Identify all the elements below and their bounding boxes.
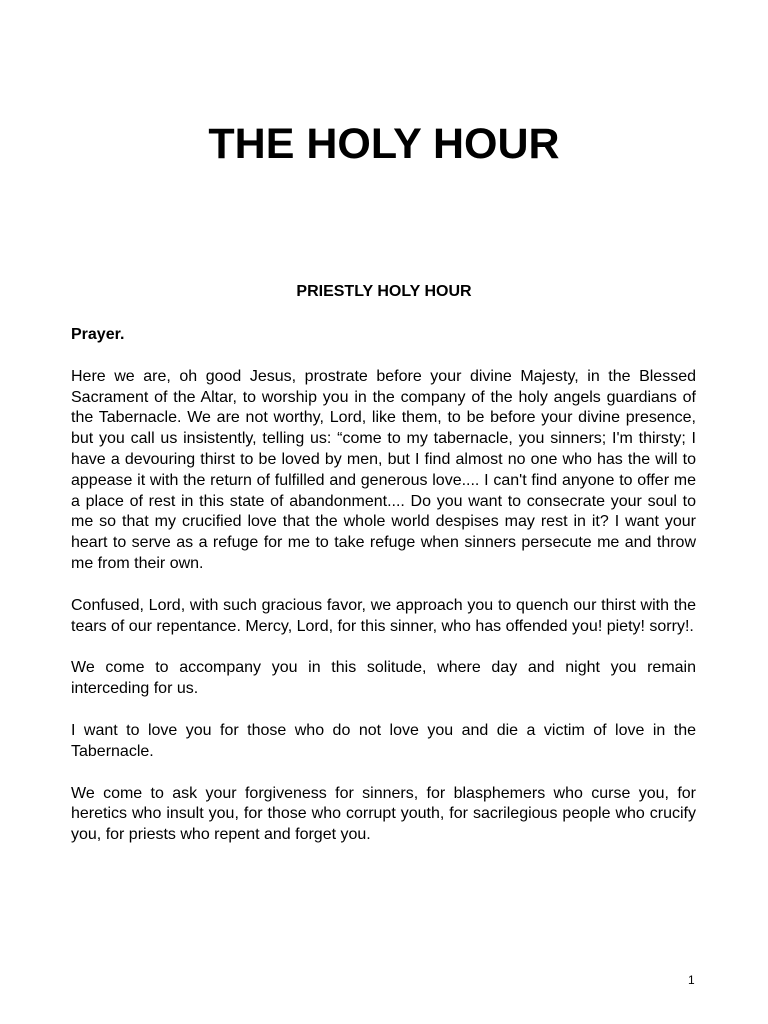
paragraph: We come to accompany you in this solitude, where day and night you remain interceding for us. <box>71 659 696 698</box>
prayer-label: Prayer. <box>71 326 125 343</box>
page-number: 1 <box>688 973 695 987</box>
section-heading: PRIESTLY HOLY HOUR <box>296 283 472 300</box>
body-text <box>71 325 696 867</box>
paragraph: We come to ask your forgiveness for sinners, for blasphemers who curse you, for heretics who insult you, for those who corrupt youth, for sacrilegious people who crucify you, for priests who repent and forget you. <box>71 784 696 844</box>
paragraph: Confused, Lord, with such gracious favor, we approach you to quench our thirst with the tears of our repentance. Mercy, Lord, for this sinner, who has offended you! piety! sorry!. <box>71 596 696 635</box>
paragraph: Here we are, oh good Jesus, prostrate before your divine Majesty, in the Blessed Sacrament of the Altar, to worship you in the company of the holy angels guardians of the Tabernacle. We are not worthy, Lord, like them, to be before your divine presence, but you call us insistently, telling us: “come to my tabernacle, you sinners; I'm thirsty; I have a devouring thirst to be loved by men, but I find almost no one who has the will to appease it with the return of fulfilled and generous love.... I can't find anyone to offer me a place of rest in this state of abandonment.... Do you want to consecrate your soul to me so that my crucified love that the whole world despises may rest in it? I want your heart to serve as a refuge for me to take refuge when sinners persecute me and throw me from their own. <box>71 367 696 572</box>
paragraph: I want to love you for those who do not love you and die a victim of love in the Tabernacle. <box>71 721 696 760</box>
page-title: THE HOLY HOUR <box>208 120 560 168</box>
